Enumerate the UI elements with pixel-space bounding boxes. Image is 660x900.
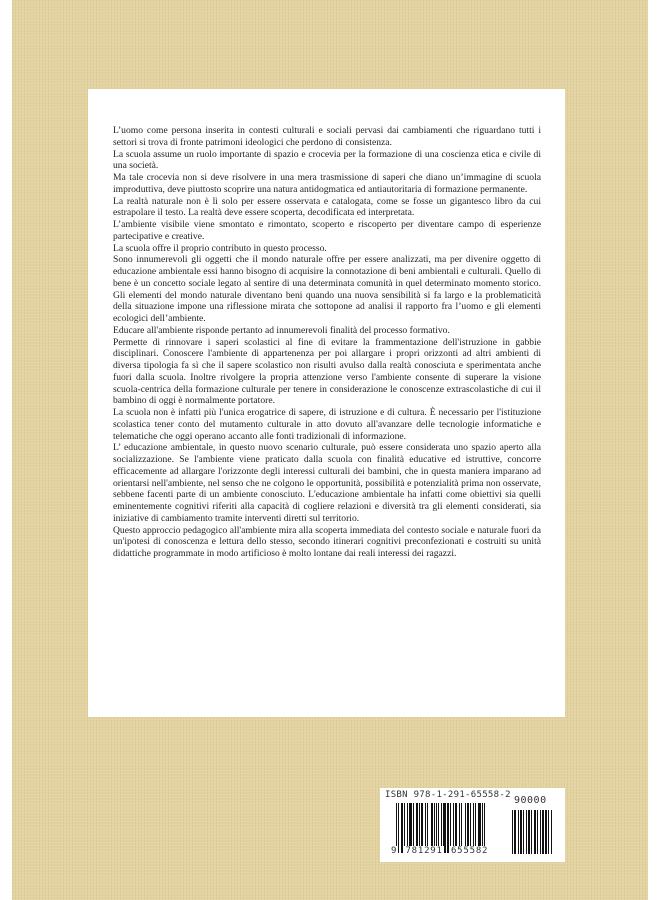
blurb-paragraph: Ma tale crocevia non si deve risolvere in una mera trasmissione di saperi che diano un’immagine di scuola improduttiva, deve piuttosto scoprire una natura antidogmatica ed antiautoritaria di formazione permanente. [113, 172, 541, 195]
isbn-number: ISBN 978-1-291-65558-2 [385, 790, 511, 800]
price-code: 90000 [514, 795, 547, 806]
isbn-barcode-label [380, 788, 565, 862]
blurb-paragraph: Sono innumerevoli gli oggetti che il mondo naturale offre per essere analizzati, ma per divenire oggetto di educazione ambientale essi hanno bisogno di acquisire la connotazione di beni ambientali e culturali. Quello di bene è un concetto sociale legato al sentire di una determinata comunità in quel determinato momento storico. Gli elementi del mondo naturale diventano beni quando una nuova sensibilità si fa largo e la problematicità della situazione impone una riflessione mirata che sottopone ad analisi il rapporto fra l’uomo e gli elementi ecologici dell’ambiente. [113, 254, 541, 324]
blurb-paragraph: La scuola non è infatti più l'unica erogatrice di sapere, di istruzione e di cultura. È necessario per l'istituzione scolastica tener conto del mutamento culturale in atto dovuto all'avanzare delle tecnologie informatiche e telematiche che oggi operano accanto alle fonti tradizionali di informazione. [113, 407, 541, 442]
blurb-paragraph: Questo approccio pedagogico all'ambiente mira alla scoperta immediata del contesto sociale e naturale fuori da un'ipotesi di conoscenza e lettura dello stesso, secondo itinerari cognitivi preconfezionati e costruiti su unità didattiche programmate in modo artificioso è molto lontane dai reali interessi dei ragazzi. [113, 524, 541, 559]
blurb-paragraph: Educare all'ambiente risponde pertanto ad innumerevoli finalità del processo formativo. [113, 324, 450, 336]
barcode-digits [390, 846, 489, 856]
blurb-paragraph: L’uomo come persona inserita in contesti culturali e sociali pervasi dai cambiamenti che riguardano tutti i settori si trova di fronte patrimoni ideologici che perdono di consistenza. [113, 125, 541, 148]
addon-barcode-icon [512, 810, 560, 854]
barcode-digit-group: 655582 [450, 846, 489, 856]
blurb-paragraph: La realtà naturale non è lì solo per essere osservata e catalogata, come se fosse un gigantesco libro da cui estrapolare il testo. La realtà deve essere scoperta, decodificata ed interpretata. [113, 195, 541, 219]
blurb-paragraph: La scuola assume un ruolo importante di spazio e crocevia per la formazione di una coscienza etica e civile di una società. [113, 148, 541, 172]
blurb-paragraph: L’ambiente visibile viene smontato e rimontato, scoperto e riscoperto per diventare campo di esperienze partecipative e creative. [113, 219, 541, 242]
blurb-panel [88, 89, 565, 717]
blurb-paragraph: La scuola offre il proprio contributo in questo processo. [113, 242, 327, 254]
blurb-text [113, 125, 541, 560]
barcode-digit-group: 781291 [405, 846, 443, 856]
blurb-paragraph: Permette di rinnovare i saperi scolastici al fine di evitare la frammentazione dell'istruzione in gabbie disciplinari. Conoscere l'ambiente di appartenenza per poi allargare i propri orizzonti ad altri ambienti di diversa tipologia fa sì che il sapere scolastico non risulti avulso dalla realtà conosciuta e sperimentata anche fuori dalla scuola. Inoltre rivolgere la propria attenzione verso l'ambiente consente di superare la visione scuola-centrica della formazione culturale per tenere in considerazione le conoscenze extrascolastiche di cui il bambino di oggi è normalmente portatore. [113, 336, 541, 407]
blurb-paragraph: L’ educazione ambientale, in questo nuovo scenario culturale, può essere considerata uno spazio aperto alla socializzazione. Se l'ambiente viene praticato dalla scuola con finalità educative ed istruttive, concorre efficacemente ad allargare l'orizzonte degli interessi culturali dei bambini, che in questa maniera imparano ad orientarsi nell'ambiente, nel senso che ne colgono le opportunità, possibilità e potenzialità prima non osservate, sebbene facenti parte di un ambiente conosciuto. L'educazione ambientale ha infatti come obiettivi sia quelli eminentemente cognitivi riferiti alla capacità di cogliere relazioni e diversità tra gli elementi considerati, sia iniziative di cambiamento tramite interventi diretti sul territorio. [113, 442, 541, 524]
barcode-digit-group: 9 [391, 846, 398, 856]
